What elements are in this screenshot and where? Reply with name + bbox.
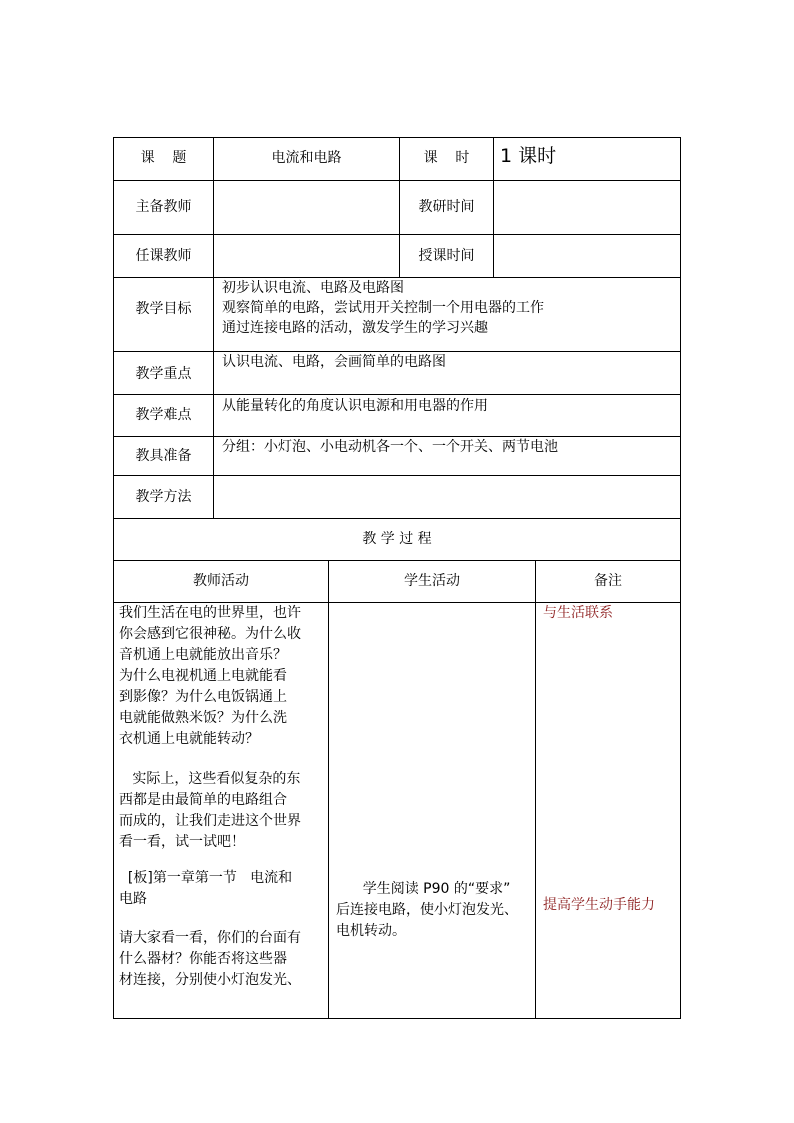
table-border-bottom <box>113 1018 681 1019</box>
student-line: 学生阅读 P90 的“要求” <box>336 881 511 897</box>
student-line: 后连接电路，使小灯泡发光、 <box>336 902 518 918</box>
period-label: 课 时 <box>423 150 470 166</box>
col-divider <box>535 560 536 1018</box>
teacher-activity-header: 教师活动 <box>193 573 249 589</box>
topic-value: 电流和电路 <box>271 150 342 166</box>
teacher-line: 电就能做熟米饭？为什么洗 <box>119 710 287 726</box>
teacher-line: 而成的，让我们走进这个世界 <box>119 813 301 829</box>
topic-label: 课 题 <box>140 150 187 166</box>
teacher-line: 实际上，这些看似复杂的东 <box>119 771 301 787</box>
row-divider <box>113 394 681 395</box>
teacher-line: 请大家看一看，你们的台面有 <box>119 930 301 946</box>
goal-line: 通过连接电路的活动，激发学生的学习兴趣 <box>222 320 488 336</box>
row-divider <box>113 518 681 519</box>
note-hands-on: 提高学生动手能力 <box>543 897 655 913</box>
student-activity-header: 学生活动 <box>404 573 460 589</box>
teacher-line: 音机通上电就能放出音乐？ <box>119 647 287 663</box>
class-time-label: 授课时间 <box>418 248 475 264</box>
goals-label: 教学目标 <box>135 301 192 317</box>
key-points-label: 教学重点 <box>135 366 192 382</box>
goal-line: 初步认识电流、电路及电路图 <box>222 280 404 296</box>
key-points-value: 认识电流、电路，会画简单的电路图 <box>222 354 446 370</box>
difficulties-label: 教学难点 <box>135 407 192 423</box>
teacher-line: [板]第一章第一节 电流和 <box>119 870 293 886</box>
row-divider <box>113 475 681 476</box>
teacher-label: 任课教师 <box>135 248 192 264</box>
col-divider <box>328 560 329 1018</box>
teacher-line: 看一看，试一试吧！ <box>119 834 245 850</box>
teacher-line: 到影像？为什么电饭锅通上 <box>119 689 287 705</box>
process-title: 教 学 过 程 <box>362 531 432 547</box>
period-value: 1 课时 <box>500 145 557 167</box>
row-divider <box>113 180 681 181</box>
teacher-line: 我们生活在电的世界里，也许 <box>119 605 301 621</box>
note-life-connection: 与生活联系 <box>543 605 613 621</box>
teacher-line: 电路 <box>119 891 147 907</box>
materials-label: 教具准备 <box>135 448 192 464</box>
teacher-line: 你会感到它很神秘。为什么收 <box>119 626 301 642</box>
col-divider <box>213 137 214 518</box>
table-border-right <box>680 137 681 1019</box>
teacher-line: 衣机通上电就能转动？ <box>119 731 259 747</box>
methods-label: 教学方法 <box>135 489 192 505</box>
teacher-line: 西都是由最简单的电路组合 <box>119 792 287 808</box>
teacher-line: 为什么电视机通上电就能看 <box>119 668 287 684</box>
row-divider <box>113 560 681 561</box>
materials-value: 分组：小灯泡、小电动机各一个、一个开关、两节电池 <box>222 439 558 455</box>
student-line: 电机转动。 <box>336 923 406 939</box>
difficulties-value: 从能量转化的角度认识电源和用电器的作用 <box>222 398 488 414</box>
goal-line: 观察简单的电路，尝试用开关控制一个用电器的工作 <box>222 300 544 316</box>
teacher-line: 材连接，分别使小灯泡发光、 <box>119 972 301 988</box>
teacher-line: 什么器材？你能否将这些器 <box>119 951 287 967</box>
research-time-label: 教研时间 <box>418 199 475 215</box>
row-divider <box>113 234 681 235</box>
table-border-top <box>113 137 681 138</box>
col-divider <box>493 137 494 277</box>
main-teacher-label: 主备教师 <box>135 199 192 215</box>
note-header: 备注 <box>594 573 622 589</box>
